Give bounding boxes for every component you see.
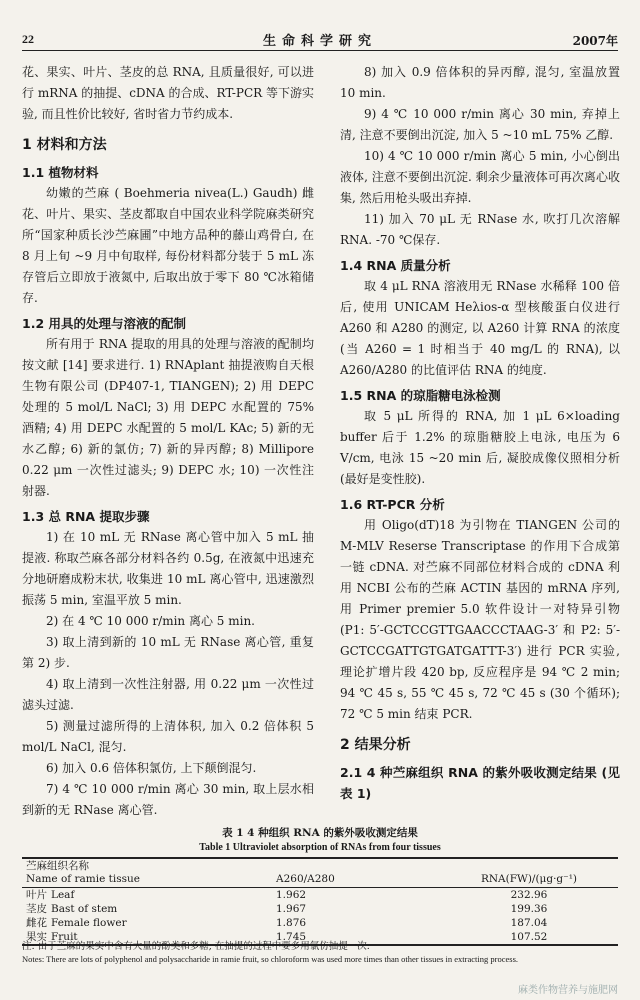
tissue-name-en: Female flower	[51, 917, 127, 929]
paragraph: 取 5 μL 所得的 RNA, 加 1 μL 6×loading buffer 后于 1.2% 的琼脂糖胶上电泳, 电压为 6 V/cm, 电泳 15 ~20 min 后, 凝胶成像仪照相分析 (最好是变性胶).	[340, 409, 620, 486]
tissue-name-cell	[22, 916, 236, 930]
paragraph: 9) 4 ℃ 10 000 r/min 离心 30 min, 弃掉上清, 注意不要倒出沉淀, 加入 5 ~10 mL 75% 乙醇.	[340, 107, 620, 142]
paragraph: 8) 加入 0.9 倍体积的异丙醇, 混匀, 室温放置 10 min.	[340, 65, 620, 100]
section-heading: 2 结果分析	[340, 737, 411, 753]
paragraph: 11) 加入 70 μL 无 RNase 水, 吹打几次溶解 RNA. -70 ℃保存.	[340, 212, 620, 247]
left-column	[22, 62, 314, 821]
tissue-name-en: Leaf	[51, 889, 75, 901]
section-heading: 1.2 用具的处理与溶液的配制	[22, 316, 186, 331]
section-heading: 1.6 RT-PCR 分析	[340, 497, 445, 512]
paragraph: 取 4 μL RNA 溶液用无 RNase 水稀释 100 倍后, 使用 UNICAM Heλios-α 型核酸蛋白仪进行 A260 和 A280 的测定, 以 A260 计算 RNA 的浓度 (当 A260 = 1 时相当于 40 mg/L 的 RNA), 以 A260/A280 的比值评估 RNA 的纯度.	[340, 279, 620, 377]
table-1	[22, 826, 618, 946]
tissue-name-cn: 茎皮	[26, 903, 47, 915]
table-header-tissue	[22, 858, 236, 888]
tissue-name-cn: 雌花	[26, 917, 47, 929]
note-cn: 注: 由于苎麻的果实中含有大量的酚类和多糖, 在抽提的过程中要多用氯仿抽提一次.	[22, 941, 370, 952]
absorption-table	[22, 857, 618, 946]
paragraph: 所有用于 RNA 提取的用具的处理与溶液的配制均按文献 [14] 要求进行. 1) RNAplant 抽提液购自天根生物有限公司 (DP407-1, TIANGEN); 2) 用 DEPC 处理的 5 mol/L NaCl; 3) 用 DEPC 水配置的 75% 酒精; 4) 用 DEPC 水配置的 5 mol/L KAc; 5) 新的无水乙醇; 6) 新的氯仿; 7) 新的异丙醇; 8) Millipore 0.22 μm 一次性过滤头; 9) DEPC 水; 10) 一次性注射器.	[22, 337, 314, 498]
table-row	[22, 902, 618, 916]
table-caption-en: Table 1 Ultraviolet absorption of RNAs from four tissues	[199, 842, 441, 853]
ratio-cell: 1.962	[276, 889, 307, 901]
rna-yield-cell: 199.36	[510, 903, 548, 915]
paragraph: 花、果实、叶片、茎皮的总 RNA, 且质量很好, 可以进行 mRNA 的抽提、cDNA 的合成、RT-PCR 等下游实验, 而且性价比较好, 省时省力节约成本.	[22, 65, 314, 121]
tissue-name-en: Fruit	[51, 931, 78, 943]
table-row	[22, 888, 618, 903]
table-header-row	[22, 858, 618, 888]
paragraph: 用 Oligo(dT)18 为引物在 TIANGEN 公司的 M-MLV Reserse Transcriptase 的作用下合成第一链 cDNA. 对苎麻不同部位材料合成的 cDNA 利用 NCBI 公布的苎麻 ACTIN 基因的 mRNA 序列, 用 Primer premier 5.0 软件设计一对特异引物 (P1: 5′-GCTCCGTTGAACCCTAAG-3′ 和 P2: 5′-GCTCCGATTGTGATGATTT-3′) 进行 PCR 实验, 理论扩增片段 420 bp, 反应程序是 94 ℃ 2 min; 94 ℃ 45 s, 55 ℃ 45 s, 72 ℃ 45 s (30 个循环); 72 ℃ 5 min 结束 PCR.	[340, 518, 620, 721]
tissue-name-cell	[22, 888, 236, 903]
rna-yield-cell: 232.96	[510, 889, 548, 901]
tissue-name-cn: 叶片	[26, 889, 47, 901]
section-heading: 1 材料和方法	[22, 137, 107, 153]
tissue-name-cell	[22, 902, 236, 916]
header-tissue-en: Name of ramie tissue	[26, 873, 140, 885]
rna-yield-cell: 107.52	[510, 931, 548, 943]
table-row	[22, 916, 618, 930]
paragraph: 6) 加入 0.6 倍体积氯仿, 上下颠倒混匀.	[46, 761, 257, 775]
tissue-name-en: Bast of stem	[51, 903, 118, 915]
tissue-name-cn: 果实	[26, 931, 47, 943]
paragraph: 2) 在 4 ℃ 10 000 r/min 离心 5 min.	[46, 614, 255, 628]
section-heading: 1.4 RNA 质量分析	[340, 258, 451, 273]
paragraph: 10) 4 ℃ 10 000 r/min 离心 5 min, 小心倒出液体, 注意不要倒出沉淀. 剩余少量液体可再次离心收集, 然后用枪头吸出弃掉.	[340, 149, 620, 205]
table-header-rna: RNA(FW)/(μg·g⁻¹)	[480, 873, 578, 885]
rna-yield-cell: 187.04	[510, 917, 548, 929]
ratio-cell: 1.967	[276, 903, 307, 915]
paragraph: 幼嫩的苎麻 ( Boehmeria nivea(L.) Gaudh) 雌花、叶片、果实、茎皮都取自中国农业科学院麻类研究所“国家种质长沙苎麻圃”中地方品种的藤山鸡骨白, 在 8 月上旬 ~9 月中旬取样, 每份材料都分装于 5 mL 冻存管后立即放于液氮中, 后取出放于零下 80 ℃冰箱储存.	[22, 186, 314, 305]
page-header	[22, 28, 618, 51]
section-heading: 1.1 植物材料	[22, 165, 99, 180]
ratio-cell: 1.745	[276, 931, 307, 943]
watermark-text: 麻类作物营养与施肥网	[518, 985, 618, 996]
section-heading: 1.5 RNA 的琼脂糖电泳检测	[340, 388, 501, 403]
ratio-cell: 1.876	[276, 917, 307, 929]
journal-title: 生命科学研究	[262, 34, 377, 49]
right-column	[340, 62, 620, 804]
paragraph: 3) 取上清到新的 10 mL 无 RNase 离心管, 重复第 2) 步.	[22, 635, 314, 670]
table-header-ratio: A260/A280	[276, 873, 335, 885]
paragraph: 7) 4 ℃ 10 000 r/min 离心 30 min, 取上层水相到新的无 RNase 离心管.	[22, 782, 314, 817]
section-heading: 1.3 总 RNA 提取步骤	[22, 509, 150, 524]
header-tissue-cn: 苎麻组织名称	[26, 860, 89, 872]
journal-year: 2007年	[572, 34, 618, 48]
section-heading: 2.1 4 种苎麻组织 RNA 的紫外吸收测定结果 (见表 1)	[340, 765, 620, 801]
page-number: 22	[22, 32, 34, 46]
paragraph: 5) 测量过滤所得的上清体积, 加入 0.2 倍体积 5 mol/L NaCl, 混匀.	[22, 719, 314, 754]
paragraph: 4) 取上清到一次性注射器, 用 0.22 μm 一次性过滤头过滤.	[22, 677, 314, 712]
note-en: Notes: There are lots of polyphenol and polysaccharide in ramie fruit, so chloroform was used more times than other tissues in extracting process.	[22, 954, 519, 964]
paragraph: 1) 在 10 mL 无 RNase 离心管中加入 5 mL 抽提液. 称取苎麻各部分材料各约 0.5g, 在液氮中迅速充分地研磨成粉末状, 收集进 10 mL 离心管中, 迅速激烈振荡 5 min, 室温平放 5 min.	[22, 530, 314, 607]
table-caption-cn: 表 1 4 种组织 RNA 的紫外吸收测定结果	[222, 827, 418, 839]
